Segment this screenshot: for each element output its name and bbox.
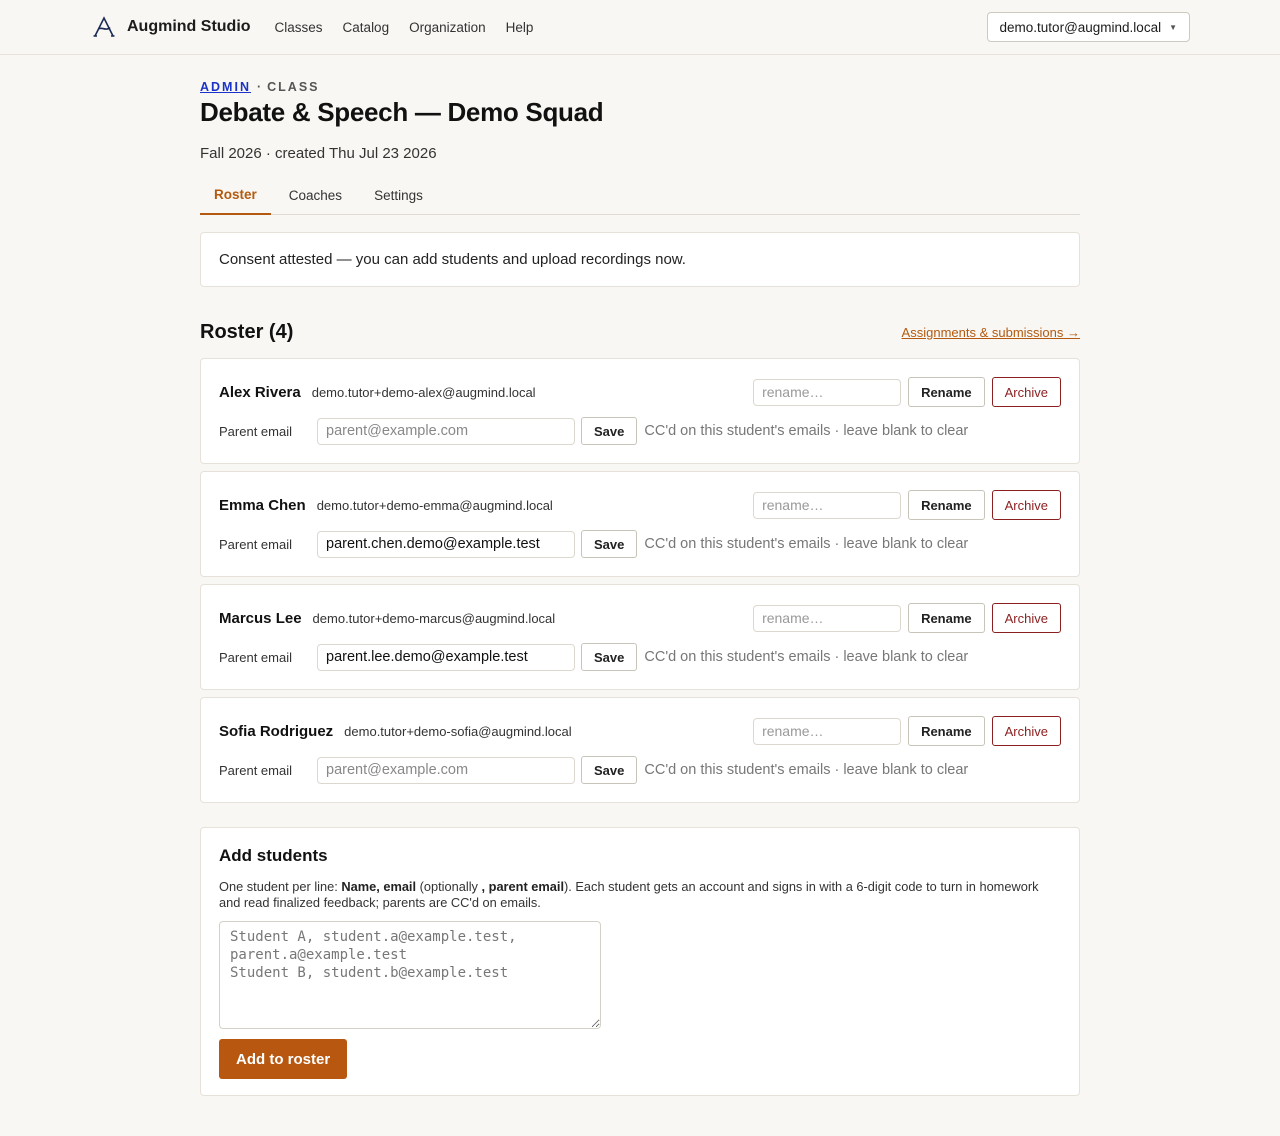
archive-button[interactable]: Archive	[992, 490, 1061, 520]
breadcrumb	[200, 80, 1080, 94]
augmind-logo-icon	[93, 16, 115, 38]
brand-name: Augmind Studio	[127, 18, 251, 35]
breadcrumb-admin[interactable]: ADMIN	[200, 80, 251, 94]
save-parent-email-button[interactable]: Save	[581, 756, 637, 784]
student-card	[200, 584, 1080, 690]
parent-email-label: Parent email	[219, 649, 292, 665]
student-card	[200, 697, 1080, 803]
student-name: Alex Rivera	[219, 383, 301, 401]
user-email: demo.tutor@augmind.local	[999, 19, 1162, 35]
parent-email-input[interactable]	[317, 644, 575, 671]
add-students-title: Add students	[219, 846, 328, 865]
rename-input[interactable]	[753, 718, 901, 745]
user-menu-button[interactable]	[987, 12, 1190, 42]
save-parent-email-button[interactable]: Save	[581, 530, 637, 558]
page-subtitle: Fall 2026 · created Thu Jul 23 2026	[200, 145, 437, 162]
desc-text: One student per line:	[219, 879, 342, 894]
desc-parent-email: , parent email	[481, 879, 565, 894]
student-card	[200, 358, 1080, 464]
nav-help[interactable]: Help	[505, 19, 534, 35]
student-email: demo.tutor+demo-sofia@augmind.local	[344, 723, 572, 739]
student-list	[200, 358, 1080, 803]
parent-email-hint: CC'd on this student's emails · leave blank to clear	[644, 762, 969, 778]
student-email: demo.tutor+demo-alex@augmind.local	[311, 384, 536, 400]
bulk-students-textarea[interactable]	[219, 921, 601, 1029]
page-title: Debate & Speech — Demo Squad	[200, 97, 604, 127]
student-name: Sofia Rodriguez	[219, 722, 334, 740]
rename-input[interactable]	[753, 379, 901, 406]
add-students-panel	[200, 827, 1080, 1096]
archive-button[interactable]: Archive	[992, 716, 1061, 746]
student-name: Marcus Lee	[219, 609, 302, 627]
parent-email-input[interactable]	[317, 757, 575, 784]
brand[interactable]	[93, 16, 251, 38]
breadcrumb-class: CLASS	[267, 80, 320, 94]
roster-heading: Roster (4)	[200, 321, 294, 343]
save-parent-email-button[interactable]: Save	[581, 417, 637, 445]
tab-coaches[interactable]: Coaches	[288, 188, 343, 203]
desc-text: (optionally	[416, 879, 482, 894]
add-students-description	[219, 879, 1049, 911]
main-content	[200, 55, 1080, 1096]
rename-button[interactable]: Rename	[908, 490, 985, 520]
nav-catalog[interactable]: Catalog	[342, 19, 390, 35]
rename-button[interactable]: Rename	[908, 603, 985, 633]
parent-email-input[interactable]	[317, 531, 575, 558]
archive-button[interactable]: Archive	[992, 603, 1061, 633]
parent-email-label: Parent email	[219, 536, 292, 552]
rename-button[interactable]: Rename	[908, 377, 985, 407]
student-email: demo.tutor+demo-emma@augmind.local	[316, 497, 553, 513]
parent-email-input[interactable]	[317, 418, 575, 445]
save-parent-email-button[interactable]: Save	[581, 643, 637, 671]
caret-down-icon: ▼	[1169, 22, 1177, 32]
rename-input[interactable]	[753, 492, 901, 519]
breadcrumb-separator: ·	[256, 80, 262, 94]
student-email: demo.tutor+demo-marcus@augmind.local	[312, 610, 556, 626]
parent-email-hint: CC'd on this student's emails · leave blank to clear	[644, 423, 969, 439]
nav-classes[interactable]: Classes	[274, 19, 323, 35]
top-nav	[0, 0, 1280, 55]
student-name: Emma Chen	[219, 496, 306, 514]
archive-button[interactable]: Archive	[992, 377, 1061, 407]
add-to-roster-button[interactable]: Add to roster	[219, 1039, 347, 1079]
rename-input[interactable]	[753, 605, 901, 632]
desc-text: ). Each student gets an account and signs in with a 6-digit code to turn in homework and read finalized feedback; parents are CC'd on emails.	[219, 879, 1039, 910]
desc-name-email: Name, email	[341, 879, 417, 894]
nav-organization[interactable]: Organization	[409, 19, 486, 35]
parent-email-hint: CC'd on this student's emails · leave blank to clear	[644, 536, 969, 552]
parent-email-hint: CC'd on this student's emails · leave blank to clear	[644, 649, 969, 665]
parent-email-label: Parent email	[219, 762, 292, 778]
tab-bar	[200, 180, 1080, 215]
main-nav	[275, 20, 534, 35]
student-card	[200, 471, 1080, 577]
rename-button[interactable]: Rename	[908, 716, 985, 746]
assignments-link[interactable]: Assignments & submissions →	[901, 325, 1080, 340]
tab-roster[interactable]: Roster	[200, 180, 271, 215]
consent-notice: Consent attested — you can add students and upload recordings now.	[200, 232, 1080, 287]
roster-header	[200, 321, 1080, 344]
parent-email-label: Parent email	[219, 423, 292, 439]
tab-settings[interactable]: Settings	[374, 188, 423, 203]
